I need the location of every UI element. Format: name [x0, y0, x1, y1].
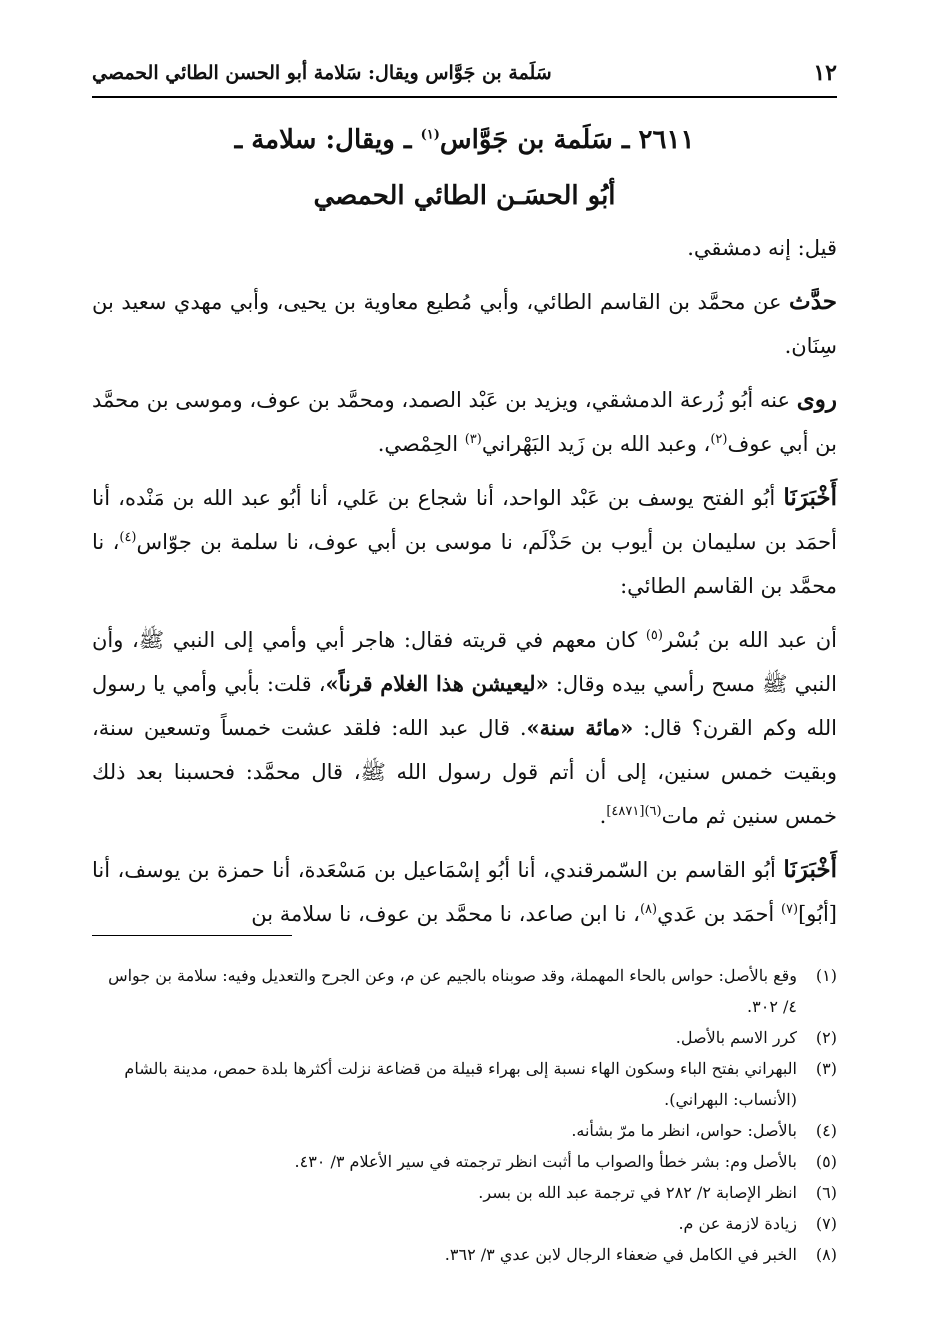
narrators-text-b: ، وعبد الله بن زَيد البَهْراني	[481, 432, 711, 456]
footnote-text: بالأصل وم: بشر خطأ والصواب ما أثبت انظر ترجمته في سير الأعلام ٣/ ٤٣٠.	[294, 1152, 797, 1171]
entry-title	[92, 112, 837, 224]
footnote-text: انظر الإصابة ٢/ ٢٨٢ في ترجمة عبد الله بن بسر.	[478, 1183, 797, 1202]
footnote-text: كرر الاسم بالأصل.	[675, 1028, 797, 1047]
paragraph-origin	[92, 226, 837, 270]
footnote-text: بالأصل: حواس، انظر ما مرّ بشأنه.	[571, 1121, 797, 1140]
entry-title-line1	[92, 112, 837, 168]
hadith-reference-number: [٤٨٧١]	[606, 804, 645, 819]
paragraph-lead: أَخْبَرَنَا	[783, 856, 837, 883]
footnote-ref-7: (٧)	[780, 902, 799, 917]
footnote-ref-2: (٢)	[710, 432, 728, 447]
paragraph-narrated-from	[92, 280, 837, 368]
footnote	[92, 1208, 837, 1239]
hadith-text-d: . قال عبد الله: فلقد عشت خمساً وتسعين سنة، وبقيت خمس سنين، إلى أن أتم قول رسول الله ﷺ، قال محمَّد: فحسبنا بعد ذلك خمس سنين ثم مات	[92, 716, 837, 828]
narrators-text-c: الحِمْصي.	[377, 432, 465, 456]
footnote	[92, 1022, 837, 1053]
footnote	[92, 960, 837, 1022]
footnote-number: (٣)	[815, 1059, 837, 1078]
entry-title-rest: ـ ويقال: سلامة ـ	[234, 125, 412, 155]
footnote-ref-8: (٨)	[639, 902, 658, 917]
paragraph-lead: أَخْبَرَنَا	[783, 484, 838, 511]
paragraph-isnad-1	[92, 476, 837, 608]
footnote-ref-5: (٥)	[645, 628, 663, 643]
paragraph-lead: حدَّث	[789, 288, 837, 315]
hadith-text-a: أن عبد الله بن بُسْر	[662, 628, 837, 652]
footnote-ref-4: (٤)	[119, 530, 137, 545]
footnote	[92, 1146, 837, 1177]
running-title: سَلَمة بن جَوَّاس ويقال: سَلامة أبو الحسن الطائي الحمصي	[92, 62, 552, 84]
footnote-ref-1: (١)	[420, 127, 440, 143]
page-number: ١٢	[813, 60, 837, 86]
hadith-quote-2: «مائة سنة»	[526, 715, 634, 740]
footnote-number: (٨)	[815, 1245, 837, 1264]
isnad-2-text-a: أبُو القاسم بن السّمرقندي، أنا أبُو إسْمَاعيل بن مَسْعَدة، أنا حمزة بن يوسف، أنا [أبُو]	[92, 858, 837, 926]
footnote	[92, 1115, 837, 1146]
footnotes	[92, 960, 837, 1270]
footnote-ref-6: (٦)	[644, 804, 662, 819]
page-header	[92, 56, 837, 98]
hadith-quote-1: «ليعيشن هذا الغلام قرناً»	[325, 671, 549, 696]
hadith-end: .	[599, 804, 607, 828]
isnad-2-text-c: ، نا ابن صاعد، نا محمَّد بن عوف، نا سلامة بن	[251, 902, 640, 926]
footnote-number: (٦)	[815, 1183, 837, 1202]
origin-text: قيل: إنه دمشقي.	[687, 236, 837, 260]
paragraph-narrators	[92, 378, 837, 466]
footnote-text: الخبر في الكامل في ضعفاء الرجال لابن عدي ٣/ ٣٦٢.	[444, 1245, 797, 1264]
isnad-1-text-b: ، نا محمَّد بن القاسم الطائي:	[92, 530, 837, 598]
isnad-1-text-a: أبُو الفتح يوسف بن عَبْد الواحد، أنا شجاع بن عَلي، أنا أبُو عبد الله بن مَنْده، أنا أحمَد بن سليمان بن أيوب بن حَذْلَم، نا موسى بن أبي عوف، نا سلمة بن جوّاس	[92, 486, 837, 554]
entry-title-main: ٢٦١١ ـ سَلَمة بن جَوَّاس	[439, 125, 695, 155]
footnote-number: (٧)	[815, 1214, 837, 1233]
paragraph-hadith	[92, 618, 837, 838]
narrators-text-a: عنه أبُو زُرعة الدمشقي، ويزيد بن عَبْد الصمد، ومحمَّد بن عوف، وموسى بن محمَّد بن أبي عوف	[92, 388, 837, 456]
paragraph-isnad-2	[92, 848, 837, 936]
footnote-number: (٤)	[815, 1121, 837, 1140]
footnote	[92, 1053, 837, 1115]
entry-title-line2: أبُو الحسَـن الطائي الحمصي	[313, 181, 616, 211]
paragraph-lead: روى	[796, 386, 837, 413]
isnad-2-text-b: أحمَد بن عَدي	[657, 902, 781, 926]
footnote-text: البهراني بفتح الباء وسكون الهاء نسبة إلى بهراء قبيلة من قضاعة نزلت أكثرها بلدة حمص، مدينة بالشام (الأنساب: البهراني).	[124, 1059, 797, 1109]
hadith-text-b: كان معهم في قريته فقال: هاجر أبي وأمي إلى النبي ﷺ، وأن النبي ﷺ مسح رأسي بيده وقال:	[92, 628, 837, 696]
footnote	[92, 1239, 837, 1270]
footnote-text: زيادة لازمة عن م.	[678, 1214, 797, 1233]
footnote-number: (٥)	[815, 1152, 837, 1171]
footnote-divider	[92, 935, 292, 936]
footnote-number: (٢)	[815, 1028, 837, 1047]
footnote	[92, 1177, 837, 1208]
footnote-text: وقع بالأصل: حواس بالحاء المهملة، وقد صوبناه بالجيم عن م، وعن الجرح والتعديل وفيه: سلامة بن جواس ٤/ ٣٠٢.	[108, 966, 797, 1016]
hadith-text-c: ، قلت: بأبي وأمي يا رسول الله وكم القرن؟ قال:	[92, 672, 837, 740]
footnote-number: (١)	[815, 966, 837, 985]
narrated-from-text: عن محمَّد بن القاسم الطائي، وأبي مُطيع معاوية بن يحيى، وأبي مهدي سعيد بن سِنَان.	[92, 290, 837, 358]
footnote-ref-3: (٣)	[464, 432, 482, 447]
body-text	[92, 226, 837, 946]
